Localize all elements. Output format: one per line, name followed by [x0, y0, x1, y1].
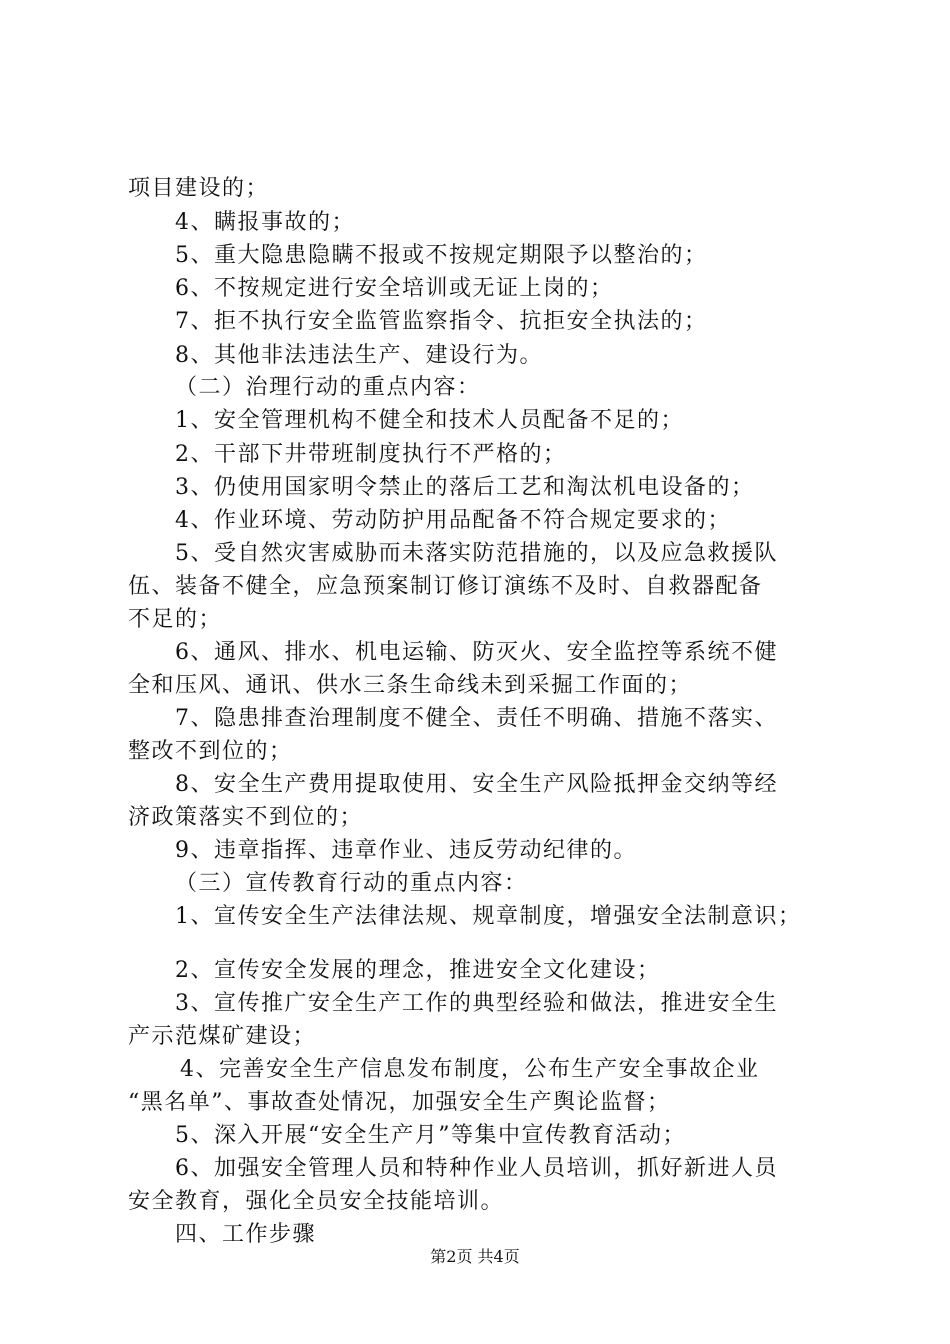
- text-line: 8、安全生产费用提取使用、安全生产风险抵押金交纳等经: [175, 772, 778, 797]
- page-number-footer: 第2页 共4页: [430, 1247, 520, 1266]
- text-line: 6、加强安全管理人员和特种作业人员培训，抓好新进人员: [175, 1156, 778, 1181]
- text-line: 5、深入开展“安全生产月”等集中宣传教育活动；: [175, 1123, 686, 1148]
- text-line: 4、瞒报事故的；: [175, 210, 355, 235]
- text-line: 3、宣传推广安全生产工作的典型经验和做法，推进安全生: [175, 991, 778, 1016]
- text-line: 7、隐患排查治理制度不健全、责任不明确、措施不落实、: [175, 706, 778, 731]
- text-line: 整改不到位的；: [128, 739, 293, 764]
- text-line: 安全教育，强化全员安全技能培训。: [128, 1189, 505, 1214]
- text-line: 1、宣传安全生产法律法规、规章制度，增强安全法制意识；: [175, 904, 802, 929]
- text-line: 2、宣传安全发展的理念，推进安全文化建设；: [175, 958, 661, 983]
- text-line: 3、仍使用国家明令禁止的落后工艺和淘汰机电设备的；: [175, 475, 755, 500]
- text-line: 项目建设的；: [128, 176, 270, 201]
- text-line: 8、其他非法违法生产、建设行为。: [175, 343, 543, 368]
- text-line: 济政策落实不到位的；: [128, 805, 364, 830]
- text-line: 4、作业环境、劳动防护用品配备不符合规定要求的；: [175, 508, 731, 533]
- text-line: “黑名单”、事故查处情况，加强安全生产舆论监督；: [128, 1090, 671, 1115]
- text-line: 1、安全管理机构不健全和技术人员配备不足的；: [175, 408, 684, 433]
- text-line: 4、完善安全生产信息发布制度，公布生产安全事故企业: [180, 1057, 760, 1082]
- text-line: 6、不按规定进行安全培训或无证上岗的；: [175, 276, 614, 301]
- text-line: 9、违章指挥、违章作业、违反劳动纪律的。: [175, 838, 637, 863]
- text-line: 产示范煤矿建设；: [128, 1024, 317, 1049]
- section-heading: （三）宣传教育行动的重点内容：: [175, 871, 528, 896]
- text-line: 5、重大隐患隐瞒不报或不按规定期限予以整治的；: [175, 243, 708, 268]
- text-line: 伍、装备不健全，应急预案制订修订演练不及时、自救器配备: [128, 574, 763, 599]
- text-line: 2、干部下井带班制度执行不严格的；: [175, 442, 567, 467]
- text-line: 7、拒不执行安全监管监察指令、抗拒安全执法的；: [175, 309, 708, 334]
- text-line: 6、通风、排水、机电运输、防灭火、安全监控等系统不健: [175, 640, 778, 665]
- section-heading: 四、工作步骤: [175, 1222, 317, 1247]
- text-line: 全和压风、通讯、供水三条生命线未到采掘工作面的；: [128, 673, 693, 698]
- text-line: 不足的；: [128, 607, 223, 632]
- section-heading: （二）治理行动的重点内容：: [175, 375, 481, 400]
- text-line: 5、受自然灾害威胁而未落实防范措施的，以及应急救援队: [175, 541, 778, 566]
